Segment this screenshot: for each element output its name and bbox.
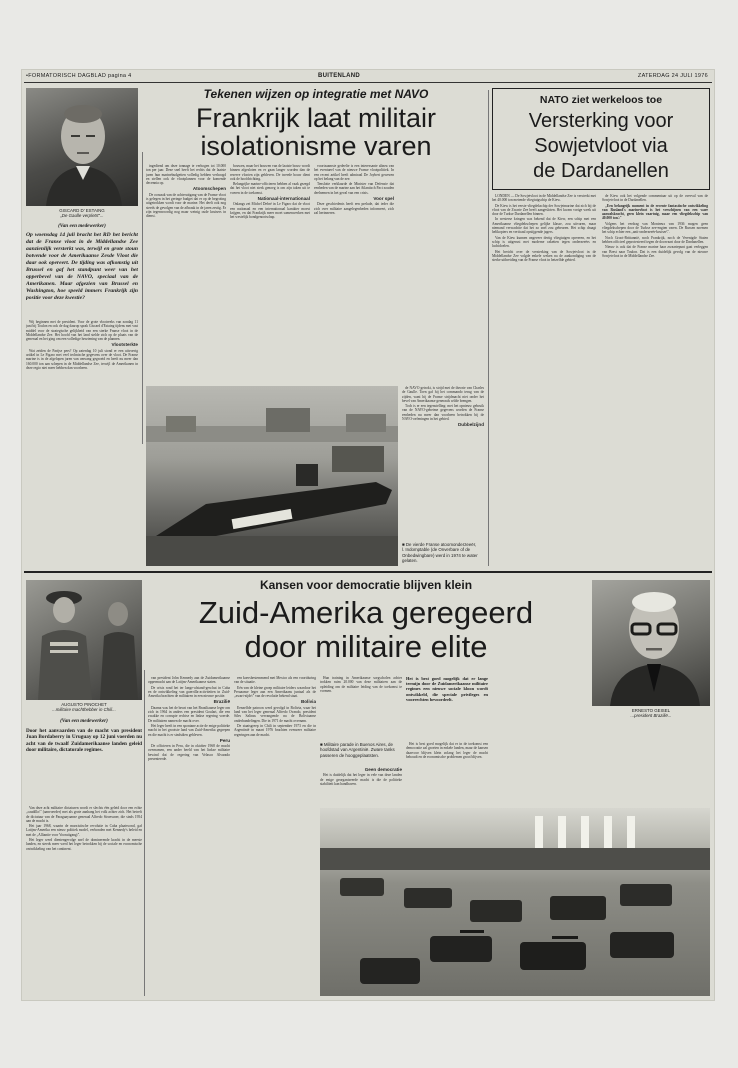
story3-lead: Door het aanvaarden van de macht van president Juan Bordaberry in Uruguay op 12 juni voerden nu acht van de twaalf Zuidamerikaanse landen geleid door militaire, dictatorale regimes. xyxy=(26,728,142,754)
subhead-peru: Peru xyxy=(219,737,230,743)
pinochet-photo xyxy=(26,580,142,700)
story2-headline-box xyxy=(492,88,710,190)
subhead-bolivia: Bolivia xyxy=(300,699,316,705)
story2-headline xyxy=(493,109,709,184)
story1-column-3: bouwen, maar het bouwen van de laatste bouw wordt binnen afgesloten en er gaan langer worden dan de reserve vlooten zijn gebleven. De tweede bouw dient ook de hoofdrichting. Belangrijke marine-officieren hebben al vaak gezegd dat het vloot niet sterk genoeg is om zijn taken uit te voeren in de toekomst. Nationaal-internationaal Onlangs zei Michel Debré in Le Figaro dat de vloot een nationaal en een internationaal karakter moest krijgen, en dat Frankrijk meer moet samenwerken met het westelijk bondgenootschap. xyxy=(230,164,310,220)
header-rule xyxy=(24,82,712,83)
story2-headline-line-1: Versterking voor xyxy=(528,110,674,132)
story3-column-4: Hun training in Amerikaanse sorgscholen achter trokken ruim 20.000 van deze militairen aan de opleiding om de militaire leiding van de toekomst te vormen. xyxy=(320,676,402,693)
story1-column-4: voortzaamste gedeelte is een interessante alinea van het eventueel van de nieuwe Franse vlootpolitiek. In een recent artikel heeft admiraal De Joybert gewezen op het belang van de zee. Tenslotte verklaarde de Minister van Defensie dat eenheden van de marine aan het Atlantisch Pact zouden deelnemen in het geval van een crisis. Voor spel Deze geschiedenis heeft een prelude, dat ieder die zich over militaire aangelegenheden informeert, zich zal herinneren. xyxy=(314,164,394,215)
geisel-caption-name: ERNESTO GEISEL xyxy=(631,708,671,713)
giscard-portrait-photo xyxy=(26,88,138,206)
header-date: ZATERDAG 24 JULI 1976 xyxy=(637,73,708,79)
story3-bold-note: Het is best goed mogelijk dat er lange termijn door de Zuidamerikaanse militaire regimes een nieuwe sociale kloon wordt ontwikkeld, die speciale privileges en voorrechten bevoordeelt. xyxy=(406,676,488,702)
geisel-caption-desc: ...president Brazilië... xyxy=(630,713,672,718)
submarine-photo-caption: ■ De vierde Franse atoomonderzeeër, l. Indomptable (de Onverbare of de Onbedwingbare) werd in 1974 te water gelaten. xyxy=(402,542,478,564)
section-divider xyxy=(24,571,712,573)
header-section: BUITENLAND xyxy=(318,73,360,79)
story3-kicker: Kansen voor democratie blijven klein xyxy=(259,578,473,592)
story3-column-5: Geen democratie Het is duidelijk dat het leger in vele van deze landen de enige georganiseerde macht is die de politieke stabiliteit kan handhaven. xyxy=(320,767,402,786)
story1-headline-line-2: isolationisme varen xyxy=(200,131,432,162)
story1-kicker: Tekenen wijzen op integratie met NAVO xyxy=(203,87,429,101)
tank-parade-illustration xyxy=(320,808,710,996)
story2-column-1: LONDEN — De Sowjetvloot in de Middellandse Zee is versterkt met het 40.000 ton metende vliegtuigschip de Kiew. De Kiew is het eerste vliegdekschip der Sowjetmarine dat zich bij de vloot van de Zwarte Zee heeft aangesloten. Het kwam vorige week uit door de Turkse Dardanellen binnen. In westerse kringen was bekend dat de Kiew, een schip met een Amerikaanse vliegdekschepen gelijke klasse, zou uitvaren, maar niemand verwachtte dat het zo snel zou gebeuren. Het schip draagt helikopters en verticaal opstijgende jagers. Van de Kiew kunnen ongeveer dertig vliegtuigen opereren, en het schip is uitgerust met moderne raketten tegen onderzeeërs en luchtdoelen. Het bericht over de versterking van de Sowjetvloot in de Middellandse Zee volgde enkele weken na de aankondiging van de sterke uitbreiding van de Franse vloot in hetzelfde gebied. xyxy=(492,194,596,263)
geisel-photo xyxy=(592,580,710,706)
story2-headline-line-2: Sowjetvloot via xyxy=(534,135,668,157)
story1-column-5: de NAVO getrokt, is strijd met de theorie van Charles de Gaulle. Toen gaf hij het commando terug van de zijden, want hij de Franse strijdmacht niet onder het bevel van Amerikaanse generaals wilde brengen. Toch is er een tegenstelling: met het opnieuw gebruik van de NAVO-geheime gegevens worden de Franse eenheden nu meer dan voorheen betrokken bij de NAVO-oefeningen in het gebied. Dubbelzijnd xyxy=(402,386,484,428)
story3-headline-line-2: door militaire elite xyxy=(244,629,488,664)
story1-headline xyxy=(146,104,486,161)
story3-headline-line-1: Zuid-Amerika geregeerd xyxy=(198,595,534,630)
header-paper-name: •FORMATORISCH DAGBLAD pagina 4 xyxy=(26,73,132,79)
story2-kicker: NATO ziet werkeloos toe xyxy=(539,94,663,106)
story1-headline-line-1: Frankrijk laat militair xyxy=(195,103,437,133)
story2-headline-line-3: de Dardanellen xyxy=(533,160,669,182)
subhead-geen-democratie: Geen democratie xyxy=(364,767,402,772)
parade-photo-caption: ■ Militaire parade in Buenos Aires, de hoofdstad van Argentinië. Zware tanks passeren de hooggeplaatsten. xyxy=(320,742,395,758)
portrait-caption-name: GISCARD D' ESTAING xyxy=(59,208,105,213)
subhead-dubbelzijnd: Dubbelzijnd xyxy=(457,422,484,428)
pinochet-caption-desc: ...militaire machthebber in Chili... xyxy=(52,707,116,712)
story3-headline xyxy=(146,596,586,664)
story1-column-2: ingediend om deze tonnage te verhogen tot 10.000 ton per jaar. Deze snel heeft het rechts dat de laatste jaren hun marinebudgetten volledig hebben verhoogd en stellen ook de vlootplannen voor de komende decennia op. Atoomschepen De oorzaak van de achteruitgang van de Franse vloot is gelegen in het geringe budget dat er op de begroting uitgetrokken wordt voor de marine. Het deelt ook nog steeds de gevolgen van de afbraak in de jaren zestig. Er zijn tegenwoordig nog maar weinig oude kruisers in dienst. xyxy=(146,164,226,219)
story1-column-1: Wij beginnen met de president. Voor de grote vlootreeks van zondag 11 juni bij Toulon en ook de dag daarop sprak Giscard d'Estaing tijdens met vast middel voor de strategische gelijkheid van een sterke Franse vloot in de Middellandse Zee. Het hoofd van het land stelde zich op de plaats van de generaal en het ging om een volledige herziening van de plannen. Vlootsterkte Wat zeiden de Parijse pers? Op zaterdag 10 juli stond er een uitvoerig artikel in Le Figaro met veel technische gegevens over de vloot. De Franse marine is in de afgelopen jaren van omvang gegroeid en heeft nu meer dan 160.000 ton aan schepen in de Middellandse Zee, terwijl de Amerikanen in deze regio niet meer hebben dan voorheen. xyxy=(26,320,138,370)
newspaper-page xyxy=(22,70,714,1000)
story2-dateline: LONDEN — De Sowjetvloot in de Middellandse Zee is versterkt met het 40.000 ton metende vliegtuigschip de Kiew. xyxy=(492,194,596,203)
subhead-atoomschepen: Atoomschepen xyxy=(192,186,226,192)
portrait-caption-quote: „De Gaulle verpletrt"... xyxy=(60,213,104,218)
story2-column-2: de Kiew ook het volgende commentaar uit op de overval van de Sowjetvloot in de Dardanellen. „Een belangrijk moment in de recente fantastische ontwikkeling van Rusland's marinevloot is het verschijnen van een ware aanvalskracht, geen klein vaartuig, maar een vliegdekschip van 40.000 ton.\" Volgens het verdrag van Montreux van 1936 mogen geen vliegdekschepen door de Turkse zee-engten varen. De Russen noemen het schip echter een „anti-onderzeeër-kruiser\". Noch Groot-Brittannië, noch Frankrijk, noch de Verenigde Staten hebben officieel geprotesteerd tegen de doorvaart door de Dardanellen. Nieuw is ook dat de Franse marine haar zwaartepunt gaat verleggen van Brest naar Toulon. Dat is een duidelijk gevolg van de nieuwe Sowjetvloot in de Middellandse Zee. xyxy=(602,194,708,258)
submarine-launch-photo xyxy=(146,386,398,566)
general-figure-icon xyxy=(26,580,142,700)
geisel-figure-icon xyxy=(592,580,710,706)
portrait-figure-icon xyxy=(26,88,138,206)
story3-column-6: Het is best goed mogelijk dat er in de toekomst een democratie zal groeien in enkele landen, maar de kansen daarvoor blijven klein zolang het leger de macht behoudt en de economische problemen groot blijven. xyxy=(406,742,488,759)
story3-column-2: van president John Kennedy aan de Zuidamerikaanse oppermacht aan de Latijns-Amerikaanse staten. De crisis rond het ter lange-afstand-geschut in Cuba en de ontwikkeling van guerrilla-activiteiten in Zuid-Amerika brachten de militairen in een nieuwe positie. Brazilië Daarna was het de beurt van het Braziliaanse leger om zich in 1964 in anders een president Goulart, die een zwakke en corrupte rechtse en linkse regering voerde. De militairen namen de macht over. Het leger heeft in een spontane actie de enige politieke macht in het grootste land van Zuid-Amerika gegrepen en die macht is er sindsdien gebleven. Peru De officieren in Peru, die in oktober 1968 de macht overnamen, een ander beeld van het linkse militaire bewind dat de regering van Velasco Alvarado presenteerde. xyxy=(148,676,230,762)
story3-byline: (Van een medewerker) xyxy=(60,718,108,724)
subhead-brazilie: Brazilië xyxy=(213,699,230,705)
subhead-voor-spel: Voor spel xyxy=(373,196,394,202)
story1-byline: (Van een medewerker) xyxy=(58,223,106,229)
submarine-illustration xyxy=(146,386,398,566)
pinochet-caption-name: AUGUSTO PINOCHET xyxy=(61,702,107,707)
subhead-vlootsterkte: Vlootsterkte xyxy=(111,342,138,348)
story3-column-1: Van deze acht militaire dictaturen wordt er slechts één geleid door een echte „caudillo\" (aanvoerder) met als grote aanhang het volk achter zich. Het betreft de dictatuur van de Paraguayaanse generaal Alfredo Stroessner, die sinds 1954 aan de macht is. Het jaar 1968, waarin de marxistische revolutie in Cuba plaatsvond, gaf Latijns-Amerika een nieuw politiek model, verbonden met Kennedy's beleid en met de „Alliantie voor Vooruitgang\". Het leger werd dientengevolge snel de dominerende kracht in de meeste landen, en steeds meer werd het leger betrokken bij de sociale en economische ontwikkeling van het continent. xyxy=(26,806,142,851)
subhead-nationaal: Nationaal-internationaal xyxy=(257,196,310,202)
tank-parade-photo xyxy=(320,808,710,996)
story1-lead: Op woensdag 14 juli bracht het RD het bericht dat de Franse vloot in de Middellandse Zee aanzienlijk versterkt was, terwijl en grote stoun botvende voor de Amerikaanse Zesde Vloot die daar ook opereert. De tijding was afkomstig uit Brussel en gaf het standpunt weer van het opperbevel van de NAVO, speciaal van de Amerikanen. Maar afgezien van Brussel en Washington, hoe speeld immers Frankrijk zijn positie voor deze kwestie? xyxy=(26,232,138,301)
story3-column-3: een koersbestemmend met Mexico als een voortduring van de situatie. Eén van de kleine groep militaire leiders waardoor het Peruaanse leger aan een Amerikaans juntaal als de „zwart-zijde\" van de revolutie bekend staat. Bolivia Eenzelfde patroon werd gevolgd in Bolivia, waar het land van het leger generaal Alfredo Ovando, president Siles Salinas vervangende na de Boliviaanse onderhandelingen. Die in 1971 de macht overnam. De staatsgreep in Chili in september 1973 en die in Argentinië in maart 1976 brachten evenzeer militaire regeringen aan de macht. xyxy=(234,676,316,737)
